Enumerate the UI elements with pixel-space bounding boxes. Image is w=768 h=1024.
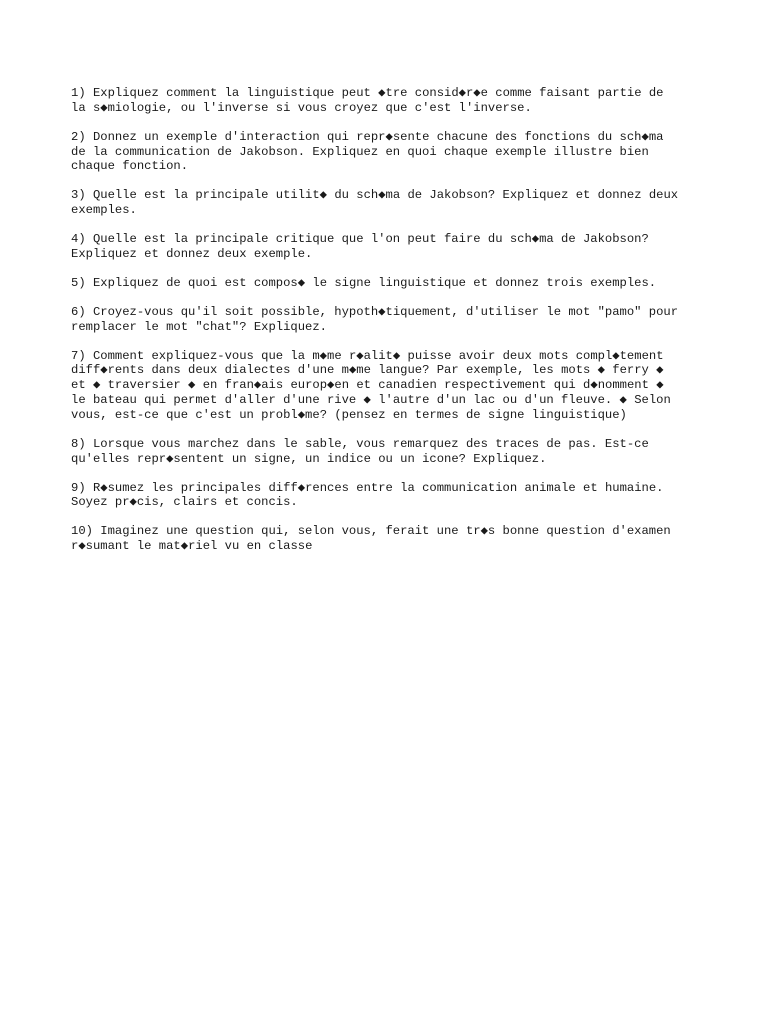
question-4: 4) Quelle est la principale critique que l'on peut faire du sch◆ma de Jakobson? Expliquez et donnez deux exemple. <box>71 232 649 261</box>
question-6: 6) Croyez-vous qu'il soit possible, hypoth◆tiquement, d'utiliser le mot "pamo" pour remplacer le mot "chat"? Expliquez. <box>71 304 679 334</box>
question-2: 2) Donnez un exemple d'interaction qui repr◆sente chacune des fonctions du sch◆ma de la communication de Jakobson. Expliquez en quoi chaque exemple illustre bien chaque fonction. <box>71 129 664 174</box>
question-7: 7) Comment expliquez-vous que la m◆me r◆alit◆ puisse avoir deux mots compl◆tement diff◆rents dans deux dialectes d'une m◆me langue? Par exemple, les mots ◆ ferry ◆ et ◆ traversier ◆ en fran◆ais europ◆en et canadien respectivement qui d◆nomment ◆ le bateau qui permet d'aller d'une rive ◆ l'autre d'un lac ou d'un fleuve. ◆ Selon vous, est-ce que c'est un probl◆me? (pensez en termes de signe linguistique) <box>71 348 671 422</box>
question-8: 8) Lorsque vous marchez dans le sable, vous remarquez des traces de pas. Est-ce qu'elles repr◆sentent un signe, un indice ou un icone? Expliquez. <box>71 436 649 466</box>
question-3: 3) Quelle est la principale utilit◆ du sch◆ma de Jakobson? Expliquez et donnez deux exemples. <box>71 188 679 218</box>
document-page <box>71 86 711 568</box>
question-1: 1) Expliquez comment la linguistique peut ◆tre consid◆r◆e comme faisant partie de la s◆miologie, ou l'inverse si vous croyez que c'est l'inverse. <box>71 86 664 115</box>
question-5: 5) Expliquez de quoi est compos◆ le signe linguistique et donnez trois exemples. <box>71 275 657 290</box>
question-10: 10) Imaginez une question qui, selon vous, ferait une tr◆s bonne question d'examen r◆sumant le mat◆riel vu en classe <box>71 524 671 554</box>
question-9: 9) R◆sumez les principales diff◆rences entre la communication animale et humaine. Soyez pr◆cis, clairs et concis. <box>71 480 664 510</box>
